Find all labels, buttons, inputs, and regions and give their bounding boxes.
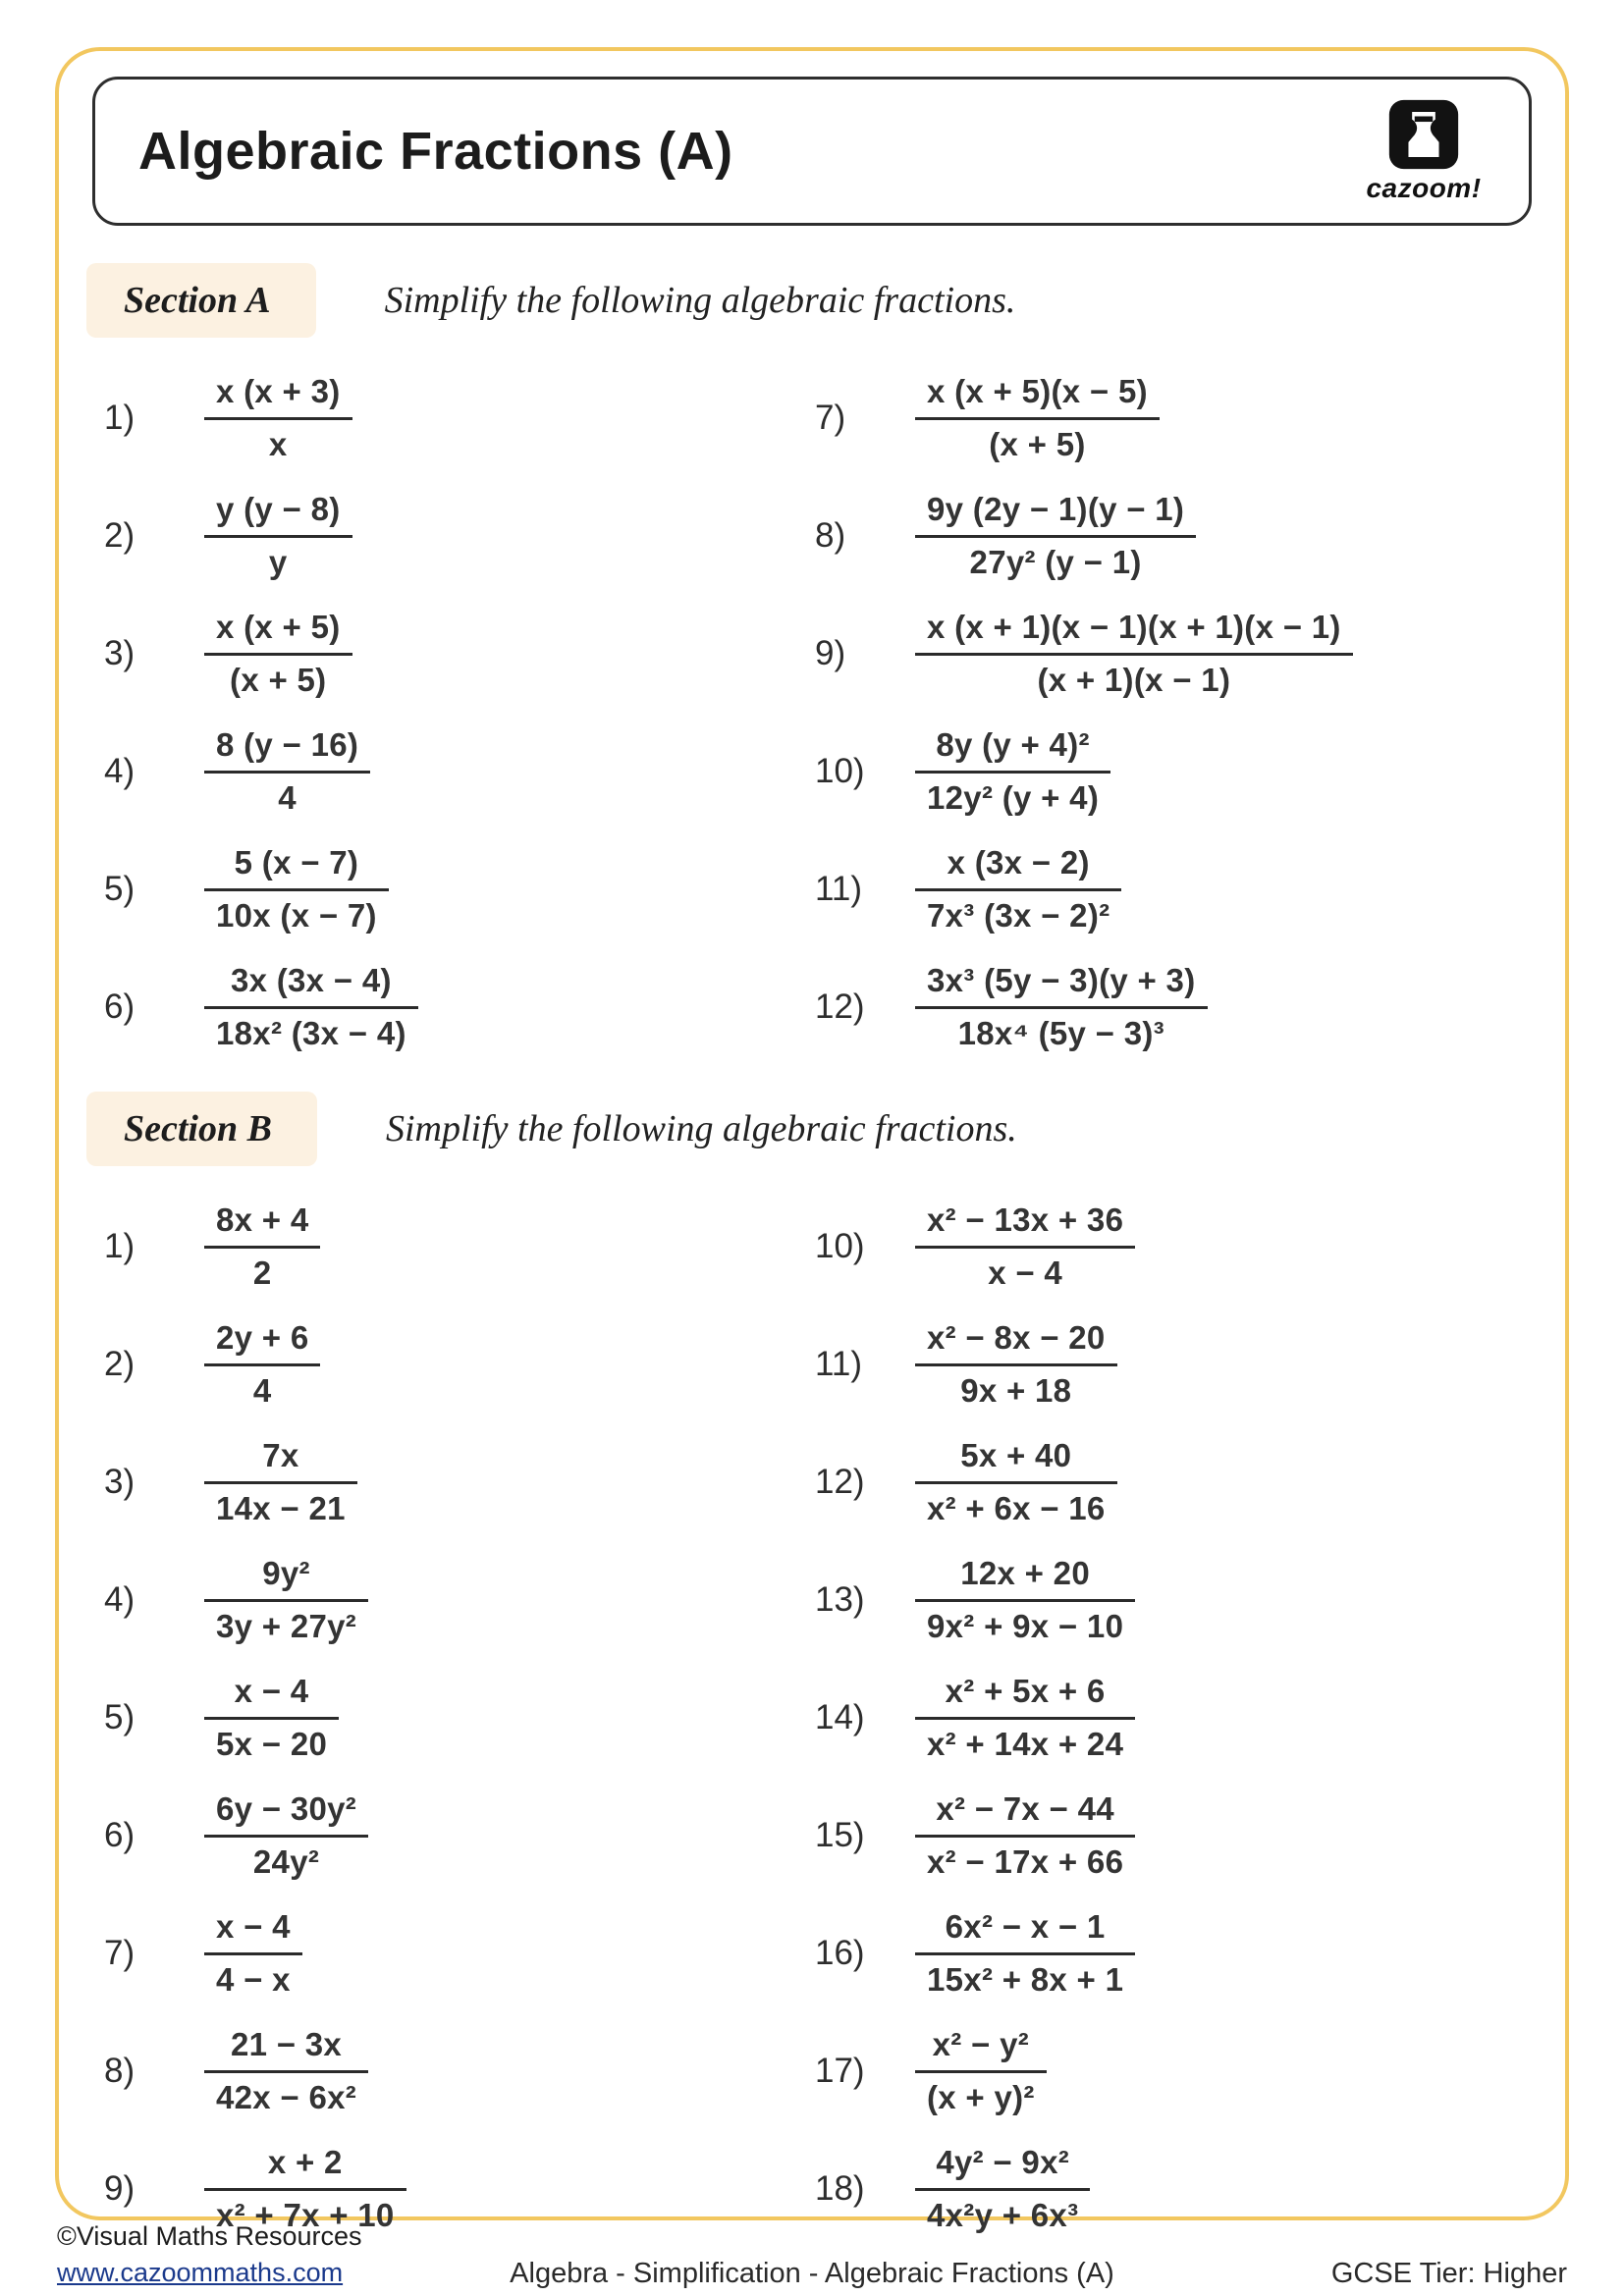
fraction-denominator: 14x − 21 <box>216 1490 346 1526</box>
fraction-denominator: 9x + 18 <box>960 1372 1072 1409</box>
fraction-denominator: (x + 5) <box>989 426 1086 462</box>
fraction <box>204 1317 320 1412</box>
fraction-denominator: 4x²y + 6x³ <box>927 2197 1079 2233</box>
problem-number: 12) <box>815 988 865 1026</box>
fraction-numerator: 2y + 6 <box>204 1317 320 1366</box>
footer-copyright: ©Visual Maths Resources <box>57 2221 362 2252</box>
fraction <box>204 1906 302 2001</box>
fraction <box>204 1789 368 1883</box>
fraction <box>204 960 418 1054</box>
fraction-numerator: 5 (x − 7) <box>204 842 389 891</box>
fraction-numerator: x² − y² <box>915 2024 1047 2073</box>
problem-number: 13) <box>815 1580 865 1619</box>
fraction-denominator: 18x⁴ (5y − 3)³ <box>957 1015 1164 1051</box>
fraction-denominator: (x + 1)(x − 1) <box>1037 662 1231 698</box>
problem-item <box>104 1671 815 1765</box>
fraction-numerator: 7x <box>204 1435 357 1484</box>
problem-item <box>104 1789 815 1883</box>
fraction <box>915 371 1160 465</box>
footer <box>57 2216 1567 2290</box>
fraction-numerator: 8 (y − 16) <box>204 724 370 774</box>
problem-column <box>104 371 815 1054</box>
fraction <box>915 2024 1047 2118</box>
fraction <box>204 2024 368 2118</box>
fraction-numerator: 3x³ (5y − 3)(y + 3) <box>915 960 1208 1009</box>
fraction <box>204 1671 339 1765</box>
fraction <box>204 1200 320 1294</box>
fraction-numerator: 3x (3x − 4) <box>204 960 418 1009</box>
fraction-numerator: x² − 13x + 36 <box>915 1200 1135 1249</box>
cazoom-logo <box>1360 98 1488 204</box>
problem-item <box>104 1200 815 1294</box>
problem-number: 9) <box>815 634 846 672</box>
problem-number: 18) <box>815 2169 865 2208</box>
problem-number: 1) <box>104 1227 135 1265</box>
fraction-denominator: 4 − x <box>216 1961 291 1998</box>
problem-number: 7) <box>104 1934 135 1972</box>
fraction <box>204 724 370 819</box>
section-a-label: Section A <box>86 263 316 338</box>
fraction-numerator: 21 − 3x <box>204 2024 368 2073</box>
fraction-numerator: y (y − 8) <box>204 489 352 538</box>
fraction-denominator: (x + 5) <box>230 662 327 698</box>
problem-item <box>815 1553 1526 1647</box>
fraction-numerator: x + 2 <box>204 2142 406 2191</box>
fraction-denominator: 15x² + 8x + 1 <box>927 1961 1124 1998</box>
problem-number: 14) <box>815 1698 865 1736</box>
fraction <box>204 371 352 465</box>
fraction-numerator: 9y² <box>204 1553 368 1602</box>
problem-number: 2) <box>104 516 135 555</box>
problem-number: 15) <box>815 1816 865 1854</box>
fraction-denominator: 5x − 20 <box>216 1726 328 1762</box>
fraction <box>915 607 1353 701</box>
section-a-head <box>86 263 1565 338</box>
problem-item <box>104 489 815 583</box>
problem-item <box>815 960 1526 1054</box>
problem-number: 6) <box>104 1816 135 1854</box>
problem-number: 11) <box>815 1345 862 1383</box>
section-b-problems <box>59 1166 1565 2236</box>
fraction-numerator: 8x + 4 <box>204 1200 320 1249</box>
fraction-numerator: x² + 5x + 6 <box>915 1671 1135 1720</box>
problem-number: 8) <box>104 2052 135 2090</box>
fraction <box>915 842 1121 936</box>
fraction-denominator: x² − 17x + 66 <box>927 1843 1124 1880</box>
fraction-numerator: x (x + 5) <box>204 607 352 656</box>
fraction-denominator: 3y + 27y² <box>216 1608 357 1644</box>
fraction <box>915 1200 1135 1294</box>
problem-number: 10) <box>815 752 865 790</box>
fraction-denominator: 27y² (y − 1) <box>969 544 1142 580</box>
problem-column <box>104 1200 815 2236</box>
section-b-instruction: Simplify the following algebraic fractions. <box>385 1108 1017 1149</box>
fraction-denominator: 9x² + 9x − 10 <box>927 1608 1124 1644</box>
fraction <box>915 724 1110 819</box>
problem-item <box>815 1671 1526 1765</box>
problem-item <box>104 607 815 701</box>
fraction-denominator: 42x − 6x² <box>216 2079 357 2115</box>
problem-item <box>815 724 1526 819</box>
problem-column <box>815 1200 1526 2236</box>
cazoom-drum-icon <box>1387 98 1460 171</box>
problem-number: 9) <box>104 2169 135 2208</box>
problem-number: 12) <box>815 1463 865 1501</box>
problem-number: 2) <box>104 1345 135 1383</box>
page-gold-border <box>55 47 1569 2233</box>
problem-item <box>815 371 1526 465</box>
fraction <box>915 1671 1135 1765</box>
fraction <box>915 1317 1117 1412</box>
fraction-denominator: 18x² (3x − 4) <box>216 1015 406 1051</box>
section-a-problems <box>59 338 1565 1054</box>
problem-number: 4) <box>104 1580 135 1619</box>
cazoom-logo-text: cazoom! <box>1366 173 1482 203</box>
fraction-denominator: x² + 6x − 16 <box>927 1490 1106 1526</box>
fraction <box>915 1906 1135 2001</box>
section-b <box>59 1092 1565 2236</box>
fraction-numerator: x (x + 1)(x − 1)(x + 1)(x − 1) <box>915 607 1353 656</box>
problem-number: 6) <box>104 988 135 1026</box>
fraction <box>204 489 352 583</box>
section-a-instruction: Simplify the following algebraic fractions. <box>384 280 1016 321</box>
fraction-numerator: 6x² − x − 1 <box>915 1906 1135 1955</box>
fraction-denominator: (x + y)² <box>927 2079 1035 2115</box>
fraction-denominator: 10x (x − 7) <box>216 897 377 934</box>
fraction-denominator: x − 4 <box>988 1255 1063 1291</box>
fraction <box>915 960 1208 1054</box>
problem-number: 16) <box>815 1934 865 1972</box>
fraction-numerator: 6y − 30y² <box>204 1789 368 1838</box>
fraction-numerator: 5x + 40 <box>915 1435 1117 1484</box>
fraction-denominator: 24y² <box>252 1843 320 1880</box>
fraction-numerator: x (3x − 2) <box>915 842 1121 891</box>
fraction-numerator: x − 4 <box>204 1906 302 1955</box>
fraction <box>915 1435 1117 1529</box>
problem-item <box>815 1789 1526 1883</box>
header <box>92 77 1532 226</box>
fraction-denominator: 4 <box>252 1372 272 1409</box>
problem-item <box>815 842 1526 936</box>
fraction-denominator: 7x³ (3x − 2)² <box>927 897 1110 934</box>
fraction-numerator: 8y (y + 4)² <box>915 724 1110 774</box>
problem-number: 10) <box>815 1227 865 1265</box>
footer-website-link[interactable]: www.cazoommaths.com <box>57 2257 344 2287</box>
fraction <box>204 607 352 701</box>
problem-item <box>104 2024 815 2118</box>
section-b-label: Section B <box>86 1092 317 1166</box>
fraction-numerator: x − 4 <box>204 1671 339 1720</box>
problem-item <box>815 1906 1526 2001</box>
fraction <box>915 489 1196 583</box>
section-b-head <box>86 1092 1565 1166</box>
problem-column <box>815 371 1526 1054</box>
fraction-numerator: 4y² − 9x² <box>915 2142 1090 2191</box>
fraction-numerator: x (x + 5)(x − 5) <box>915 371 1160 420</box>
problem-number: 8) <box>815 516 846 555</box>
fraction <box>204 1435 357 1529</box>
fraction-denominator: 2 <box>252 1255 272 1291</box>
problem-number: 7) <box>815 399 846 437</box>
problem-item <box>104 842 815 936</box>
fraction <box>204 842 389 936</box>
fraction <box>204 1553 368 1647</box>
fraction <box>915 1553 1135 1647</box>
section-a <box>59 263 1565 1054</box>
fraction-denominator: x² + 7x + 10 <box>216 2197 395 2233</box>
problem-number: 5) <box>104 870 135 908</box>
problem-number: 3) <box>104 1463 135 1501</box>
problem-item <box>815 489 1526 583</box>
problem-item <box>815 2024 1526 2118</box>
fraction-numerator: x (x + 3) <box>204 371 352 420</box>
problem-item <box>104 1317 815 1412</box>
fraction-denominator: x² + 14x + 24 <box>927 1726 1124 1762</box>
problem-number: 1) <box>104 399 135 437</box>
fraction-denominator: 12y² (y + 4) <box>927 779 1100 816</box>
problem-number: 11) <box>815 870 862 908</box>
problem-item <box>104 724 815 819</box>
problem-number: 5) <box>104 1698 135 1736</box>
fraction-denominator: 4 <box>278 779 297 816</box>
fraction-numerator: 12x + 20 <box>915 1553 1135 1602</box>
problem-item <box>104 960 815 1054</box>
problem-item <box>104 1435 815 1529</box>
footer-tier: GCSE Tier: Higher <box>1330 2258 1567 2289</box>
problem-item <box>104 1906 815 2001</box>
fraction-numerator: 9y (2y − 1)(y − 1) <box>915 489 1196 538</box>
problem-item <box>815 1435 1526 1529</box>
fraction <box>915 1789 1135 1883</box>
problem-item <box>104 1553 815 1647</box>
problem-number: 17) <box>815 2052 865 2090</box>
fraction-numerator: x² − 7x − 44 <box>915 1789 1135 1838</box>
problem-item <box>815 1200 1526 1294</box>
footer-worksheet-path: Algebra - Simplification - Algebraic Fractions (A) <box>510 2258 1114 2289</box>
problem-item <box>815 1317 1526 1412</box>
fraction-denominator: y <box>268 544 288 580</box>
page-title: Algebraic Fractions (A) <box>138 122 733 181</box>
fraction-denominator: x <box>268 426 288 462</box>
problem-number: 3) <box>104 634 135 672</box>
problem-number: 4) <box>104 752 135 790</box>
fraction-numerator: x² − 8x − 20 <box>915 1317 1117 1366</box>
problem-item <box>104 371 815 465</box>
problem-item <box>815 607 1526 701</box>
footer-left <box>57 2218 362 2290</box>
